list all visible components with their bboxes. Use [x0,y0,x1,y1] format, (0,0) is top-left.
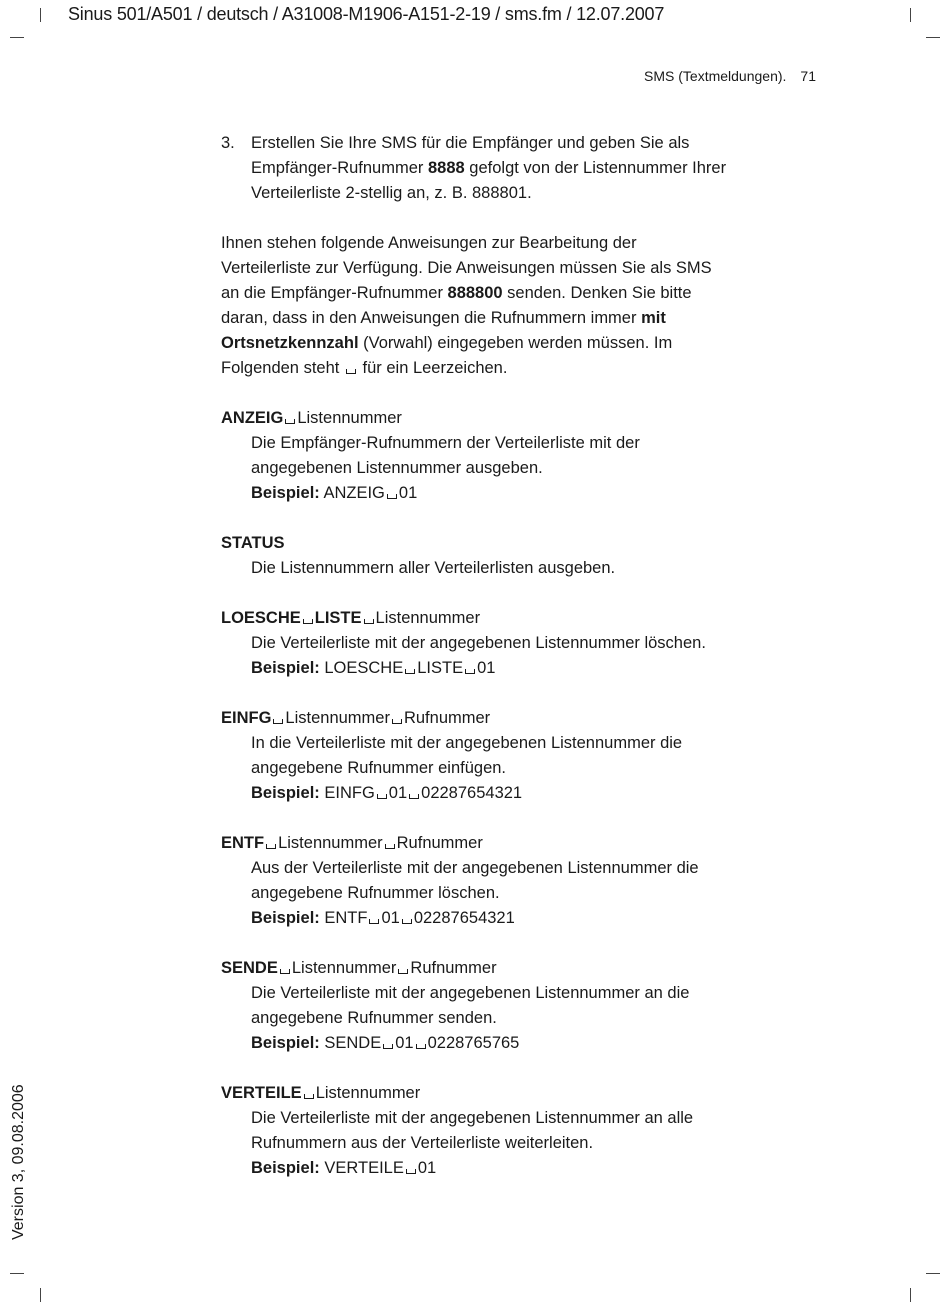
command-example: Beispiel: EINFG 01 02287654321 [251,784,523,802]
document-info-line: Sinus 501/A501 / deutsch / A31008-M1906-A151-2-19 / sms.fm / 12.07.2007 [68,4,665,24]
space-symbol-icon [266,844,276,849]
running-header [644,68,816,84]
main-content [221,131,731,1181]
step-number: 3. [221,134,235,152]
command-heading: EINFG Listennummer Rufnummer [221,709,491,727]
command-einfg [221,706,731,806]
crop-mark [10,37,24,38]
space-symbol-icon [402,919,412,924]
command-status [221,531,731,581]
command-heading: STATUS [221,534,285,552]
command-description: Die Verteilerliste mit der angegebenen Listennummer an die angegebene Rufnummer senden. Beispiel: SENDE 01 0228765765 [221,981,731,1056]
command-heading: ANZEIG Listennummer [221,409,402,427]
command-description: Aus der Verteilerliste mit der angegebenen Listennummer die angegebene Rufnummer löschen. Beispiel: ENTF 01 02287654321 [221,856,731,931]
crop-mark [926,1273,940,1274]
space-symbol-icon [303,619,313,624]
space-symbol-icon [416,1044,426,1049]
space-symbol-icon [369,919,379,924]
crop-mark [10,1273,24,1274]
command-description: In die Verteilerliste mit der angegebenen Listennummer die angegebene Rufnummer einfügen. Beispiel: EINFG 01 02287654321 [221,731,731,806]
command-description: Die Empfänger-Rufnummern der Verteilerliste mit der angegebenen Listennummer ausgeben. Beispiel: ANZEIG 01 [221,431,731,506]
command-sende [221,956,731,1056]
command-description: Die Verteilerliste mit der angegebenen Listennummer löschen. Beispiel: LOESCHE LISTE 01 [221,631,731,681]
command-loesche [221,606,731,681]
command-heading: LOESCHE LISTE Listennummer [221,609,481,627]
intro-paragraph: Ihnen stehen folgende Anweisungen zur Bearbeitung der Verteilerliste zur Verfügung. Die Anweisungen müssen Sie als SMS an die Empfänger-Rufnummer 888800 senden. Denken Sie bitte daran, dass in den Anweisungen die Rufnummern immer mit Ortsnetzkennzahl (Vorwahl) eingegeben werden müssen. Im Folgenden steht für ein Leerzeichen. [221,234,712,377]
command-verteile [221,1081,731,1181]
space-symbol-icon [392,719,402,724]
space-symbol-icon [387,494,397,499]
space-symbol-icon [304,1094,314,1099]
crop-mark [40,8,41,22]
space-symbol-icon [364,619,374,624]
command-heading: SENDE Listennummer Rufnummer [221,959,497,977]
command-entf [221,831,731,931]
space-symbol-icon [398,969,408,974]
space-symbol-icon [409,794,419,799]
space-symbol-icon [273,719,283,724]
command-example: Beispiel: VERTEILE 01 [251,1159,437,1177]
command-example: Beispiel: LOESCHE LISTE 01 [251,659,496,677]
section-title: SMS (Textmeldungen). [644,68,787,84]
page-number: 71 [800,68,816,84]
command-heading: VERTEILE Listennummer [221,1084,421,1102]
crop-mark [40,1288,41,1302]
space-symbol-icon [405,669,415,674]
command-heading: ENTF Listennummer Rufnummer [221,834,483,852]
command-example: Beispiel: ANZEIG 01 [251,484,418,502]
space-symbol-icon [406,1169,416,1174]
command-description: Die Listennummern aller Verteilerlisten ausgeben. [251,559,616,577]
command-description: Die Verteilerliste mit der angegebenen Listennummer an alle Rufnummern aus der Verteilerliste weiterleiten. Beispiel: VERTEILE 01 [221,1106,731,1181]
space-symbol-icon [377,794,387,799]
crop-mark [926,37,940,38]
crop-mark [910,1288,911,1302]
crop-mark [910,8,911,22]
version-note: Version 3, 09.08.2006 [10,1084,27,1240]
space-symbol-icon [285,419,295,424]
space-symbol-icon [346,369,356,374]
space-symbol-icon [385,844,395,849]
command-anzeig [221,406,731,506]
step-text: Erstellen Sie Ihre SMS für die Empfänger und geben Sie als Empfänger-Rufnummer 8888 gefolgt von der Listennummer Ihrer Verteilerliste 2-stellig an, z. B. 888801. [251,134,727,202]
space-symbol-icon [280,969,290,974]
space-symbol-icon [465,669,475,674]
command-example: Beispiel: SENDE 01 0228765765 [251,1034,520,1052]
command-example: Beispiel: ENTF 01 02287654321 [251,909,515,927]
step-3 [221,131,731,206]
space-symbol-icon [383,1044,393,1049]
